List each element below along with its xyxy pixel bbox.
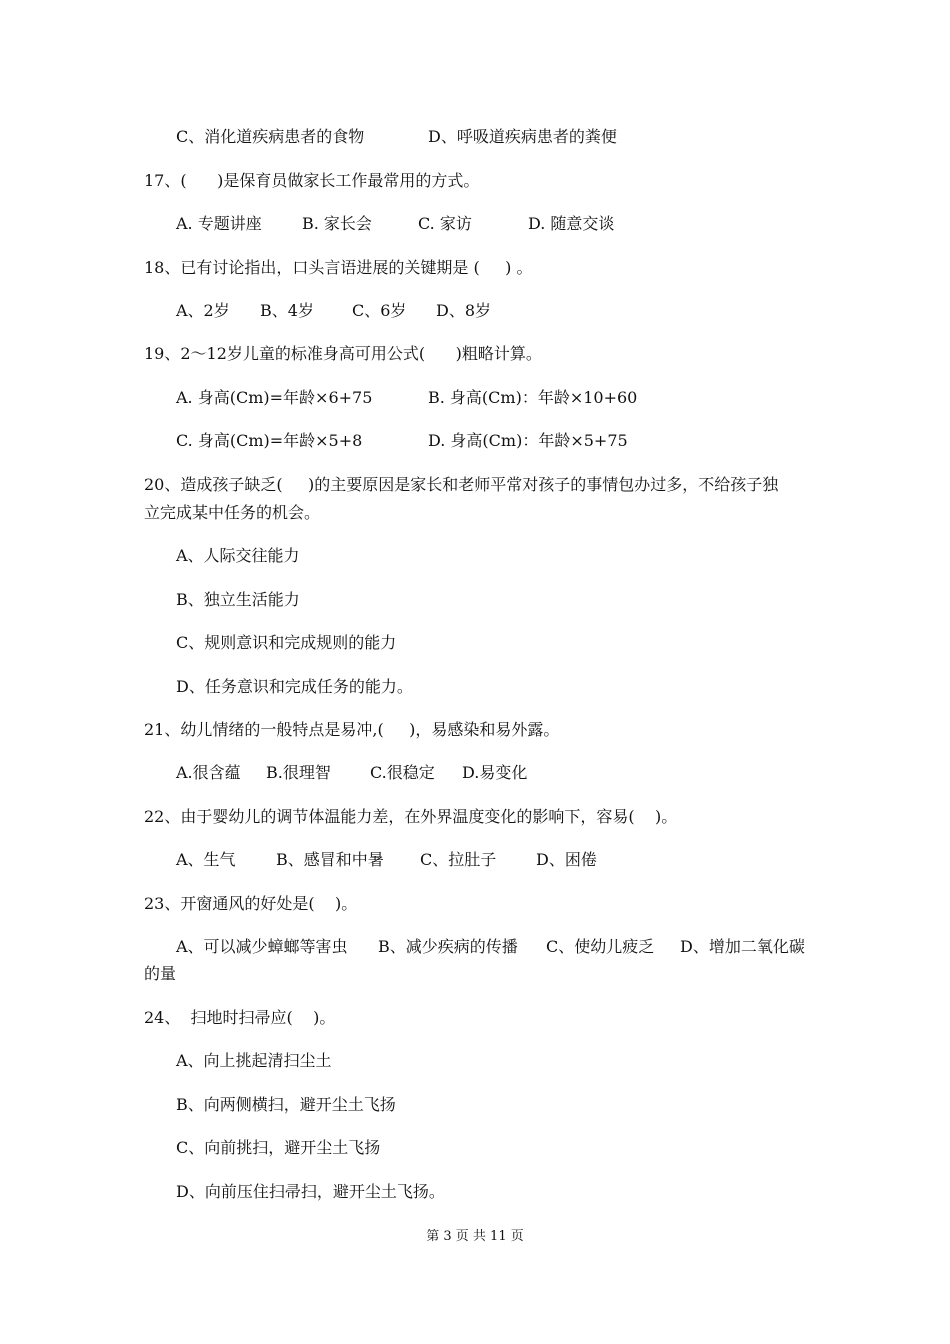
q19-stem: 19、2～12岁儿童的标准身高可用公式( )粗略计算。 <box>144 344 542 363</box>
q16-option-c: C、消化道疾病患者的食物 <box>176 127 365 146</box>
q18-stem: 18、已有讨论指出，口头言语进展的关键期是 ( ) 。 <box>144 258 533 277</box>
q19-option-c: C. 身高(Cm)=年龄×5+8 <box>176 431 363 450</box>
q24-stem: 24、 扫地时扫帚应( )。 <box>144 1008 336 1027</box>
q23-option-c: C、使幼儿疲乏 <box>546 937 655 956</box>
page-number-footer: 第 3 页 共 11 页 <box>426 1229 524 1244</box>
q24-option-a: A、向上挑起清扫尘土 <box>176 1051 332 1070</box>
q20-option-b: B、独立生活能力 <box>176 590 300 609</box>
q22-option-c: C、拉肚子 <box>420 850 497 869</box>
q20-option-c: C、规则意识和完成规则的能力 <box>176 633 397 652</box>
q21-option-b: B.很理智 <box>266 763 331 782</box>
q20-stem-line-1: 20、造成孩子缺乏( )的主要原因是家长和老师平常对孩子的事情包办过多，不给孩子独 <box>144 475 779 494</box>
q20-stem-line-2: 立完成某中任务的机会。 <box>144 503 321 522</box>
q20-option-a: A、人际交往能力 <box>176 546 300 565</box>
q22-option-a: A、生气 <box>176 850 236 869</box>
q21-option-d: D.易变化 <box>462 763 528 782</box>
q22-option-d: D、困倦 <box>536 850 597 869</box>
q24-option-d: D、向前压住扫帚扫，避开尘土飞扬。 <box>176 1182 445 1201</box>
q23-option-d-continued: 的量 <box>144 964 177 983</box>
q19-option-b: B. 身高(Cm)：年龄×10+60 <box>428 388 638 407</box>
q17-option-b: B. 家长会 <box>302 214 372 233</box>
q23-option-b: B、减少疾病的传播 <box>378 937 518 956</box>
q18-option-d: D、8岁 <box>436 301 492 320</box>
q22-stem: 22、由于婴幼儿的调节体温能力差，在外界温度变化的影响下，容易( )。 <box>144 807 678 826</box>
q22-option-b: B、感冒和中暑 <box>276 850 384 869</box>
q18-option-c: C、6岁 <box>352 301 407 320</box>
q21-option-a: A.很含蕴 <box>176 763 241 782</box>
q19-option-a: A. 身高(Cm)=年龄×6+75 <box>176 388 373 407</box>
q17-option-c: C. 家访 <box>418 214 472 233</box>
q18-option-b: B、4岁 <box>260 301 314 320</box>
q21-option-c: C.很稳定 <box>370 763 435 782</box>
q20-option-d: D、任务意识和完成任务的能力。 <box>176 677 413 696</box>
q17-option-a: A. 专题讲座 <box>176 214 262 233</box>
q23-option-a: A、可以减少蟑螂等害虫 <box>176 937 348 956</box>
q17-option-d: D. 随意交谈 <box>528 214 615 233</box>
q23-option-d: D、增加二氧化碳 <box>680 937 805 956</box>
q19-option-d: D. 身高(Cm)：年龄×5+75 <box>428 431 628 450</box>
q24-option-b: B、向两侧横扫，避开尘土飞扬 <box>176 1095 396 1114</box>
q16-option-d: D、呼吸道疾病患者的粪便 <box>428 127 617 146</box>
q17-stem: 17、( )是保育员做家长工作最常用的方式。 <box>144 171 480 190</box>
q21-stem: 21、幼儿情绪的一般特点是易冲,( )，易感染和易外露。 <box>144 720 560 739</box>
q24-option-c: C、向前挑扫，避开尘土飞扬 <box>176 1138 381 1157</box>
q23-stem: 23、开窗通风的好处是( )。 <box>144 894 358 913</box>
q18-option-a: A、2岁 <box>176 301 230 320</box>
